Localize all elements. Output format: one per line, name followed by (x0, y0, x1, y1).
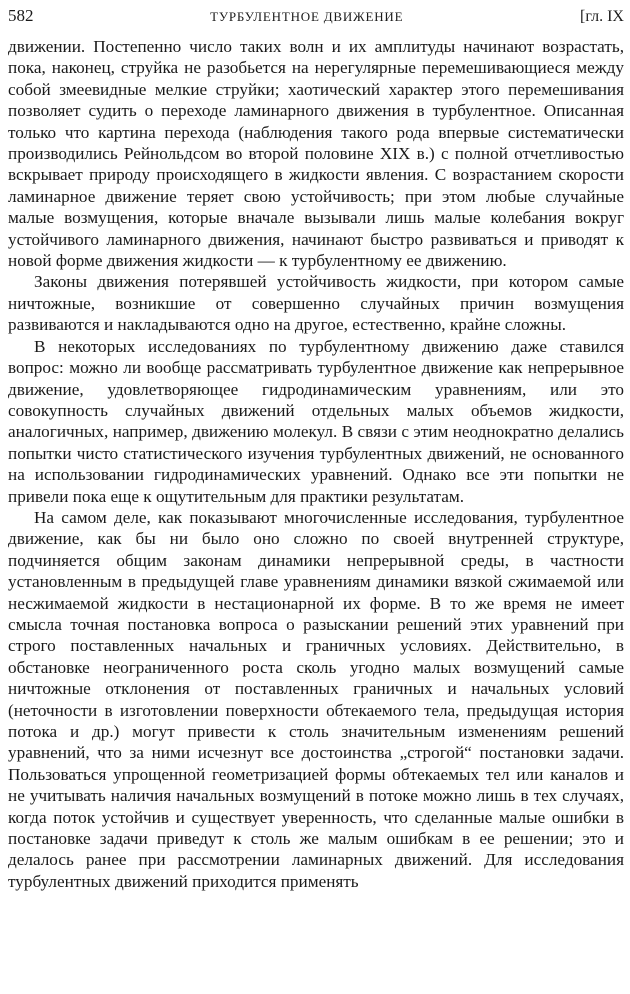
paragraph-3: В некоторых исследованиях по турбулентному движению даже ставился вопрос: можно ли вообще рассматривать турбулентное движение как непрерывное движение, удовлетворяющее гидродинамическим уравнениям, или это совокупность случайных движений отдельных малых объемов жидкости, аналогичных, например, движению молекул. В связи с этим неоднократно делались попытки чисто статистического изучения турбулентных движений, не основанного на использовании гидродинамических уравнений. Однако все эти попытки не привели пока еще к ощутительным для практики результатам. (8, 336, 624, 506)
chapter-label: [гл. IX (580, 8, 624, 25)
page-number: 582 (8, 6, 34, 25)
page-body (8, 36, 624, 892)
paragraph-2: Законы движения потерявшей устойчивость жидкости, при котором самые ничтожные, возникшие от совершенно случайных причин возмущения развиваются и накладываются одно на другое, естественно, крайне сложны. (8, 272, 624, 335)
running-title: ТУРБУЛЕНТНОЕ ДВИЖЕНИЕ (210, 9, 404, 24)
paragraph-1: движении. Постепенно число таких волн и их амплитуды начинают возрастать, пока, наконец, струйка не разобьется на нерегулярные перемешивающиеся между собой змеевидные мелкие струйки; хаотический характер этого перемешивания позволяет судить о переходе ламинарного движения в турбулентное. Описанная только что картина перехода (наблюдения такого рода впервые систематически производились Рейнольдсом во второй половине XIX в.) с полной отчетливостью вскрывает природу происходящего в жидкости явления. С возрастанием скорости ламинарное движение теряет свою устойчивость; при этом любые случайные малые возмущения, которые вначале вызывали лишь малые колебания вокруг устойчивого ламинарного движения, начинают быстро развиваться и приводят к новой форме движения жидкости — к турбулентному ее движению. (8, 37, 624, 271)
running-header (8, 6, 624, 36)
paragraph-4: На самом деле, как показывают многочисленные исследования, турбулентное движение, как бы ни было оно сложно по своей внутренней структуре, подчиняется общим законам динамики непрерывной среды, в частности установленным в предыдущей главе уравнениям динамики вязкой сжимаемой или несжимаемой жидкости в нестационарной их форме. В то же время не имеет смысла точная постановка вопроса о разыскании решений этих уравнений при строго поставленных начальных и граничных условиях. Действительно, в обстановке неограниченного роста сколь угодно малых возмущений самые ничтожные отклонения от поставленных граничных и начальных условий (неточности в изготовлении поверхности обтекаемого тела, предыдущая история потока и др.) могут привести к столь значительным изменениям решений уравнений, что за ними исчезнут все достоинства „строгой“ постановки задачи. Пользоваться упрощенной геометризацией формы обтекаемых тел или каналов и не учитывать наличия начальных возмущений в потоке можно лишь в тех случаях, когда поток устойчив и существует уверенность, что сделанные малые ошибки в постановке задачи приведут к столь же малым ошибкам в ее решении; это и делалось ранее при рассмотрении ламинарных движений. Для исследования турбулентных движений приходится применять (8, 507, 624, 891)
